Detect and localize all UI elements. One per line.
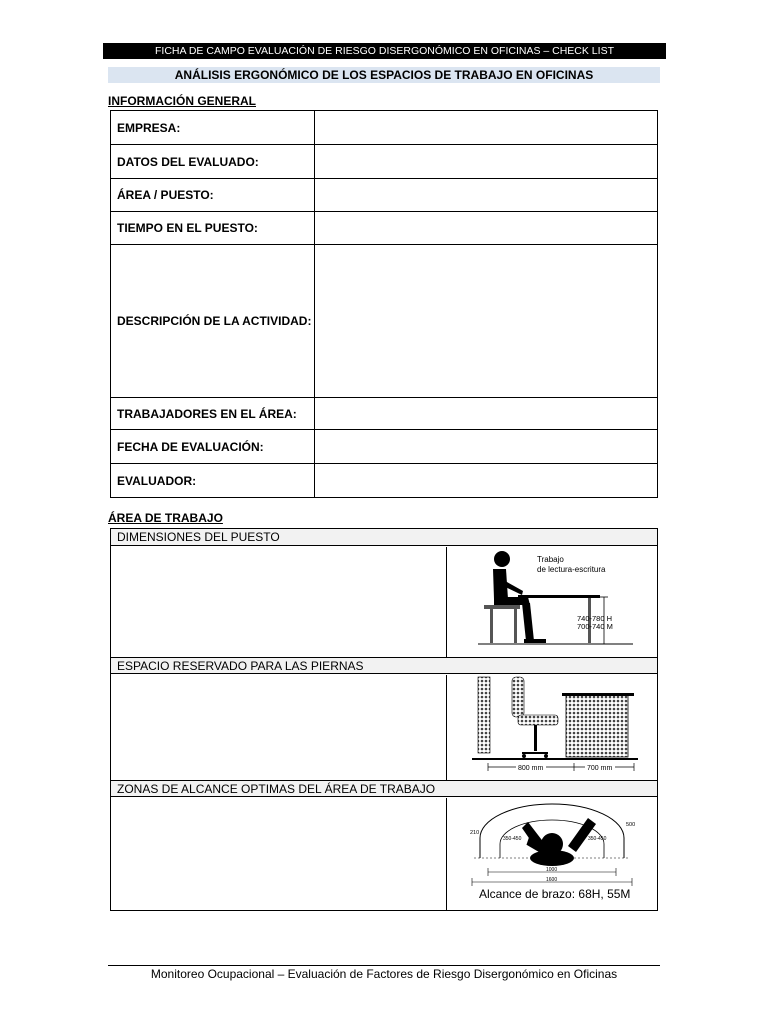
- section-header-zonas-alcance: ZONAS DE ALCANCE OPTIMAS DEL ÁREA DE TRABAJO: [111, 780, 657, 797]
- info-row-evaluador: [111, 464, 658, 498]
- figure-caption: Alcance de brazo: 68H, 55M: [479, 887, 631, 901]
- leg-space-icon: [448, 675, 657, 781]
- work-area-table: [110, 528, 658, 911]
- espacio-piernas-input-area[interactable]: [111, 675, 447, 781]
- info-label: DESCRIPCIÓN DE LA ACTIVIDAD:: [111, 245, 315, 398]
- info-row-area-puesto: [111, 179, 658, 212]
- info-label: EVALUADOR:: [111, 464, 315, 498]
- document-subtitle: ANÁLISIS ERGONÓMICO DE LOS ESPACIOS DE TRABAJO EN OFICINAS: [108, 67, 660, 83]
- info-value-field[interactable]: [315, 398, 658, 430]
- section-header-dimensiones: DIMENSIONES DEL PUESTO: [111, 529, 657, 546]
- seated-worker-desk-icon: [448, 547, 657, 658]
- figure-caption: Trabajo: [537, 555, 564, 564]
- page-footer: Monitoreo Ocupacional – Evaluación de Factores de Riesgo Disergonómico en Oficinas: [150, 967, 618, 981]
- zonas-alcance-input-area[interactable]: [111, 798, 447, 910]
- document-top-bar: FICHA DE CAMPO EVALUACIÓN DE RIESGO DISERGONÓMICO EN OFICINAS – CHECK LIST: [103, 43, 666, 59]
- figure-caption: de lectura-escritura: [537, 565, 606, 574]
- info-value-field[interactable]: [315, 430, 658, 464]
- figure-dimension: 700 mm: [587, 765, 613, 772]
- figure-dimension: 350-450: [588, 836, 607, 842]
- figure-dimension: 740-780 H: [577, 614, 613, 623]
- info-value-field[interactable]: [315, 179, 658, 212]
- info-section-title: INFORMACIÓN GENERAL: [108, 94, 256, 108]
- figure-leg-space: [448, 675, 657, 781]
- info-value-field[interactable]: [315, 245, 658, 398]
- figure-dimension: 700-740 M: [577, 622, 613, 631]
- figure-dimension: 1000: [546, 867, 558, 873]
- info-label: TRABAJADORES EN EL ÁREA:: [111, 398, 315, 430]
- info-row-descripcion-actividad: [111, 245, 658, 398]
- info-row-fecha-evaluacion: [111, 430, 658, 464]
- figure-dimension: 500: [626, 822, 636, 828]
- info-label: TIEMPO EN EL PUESTO:: [111, 212, 315, 245]
- general-info-table: [110, 110, 658, 498]
- info-value-field[interactable]: [315, 464, 658, 498]
- figure-desk-dimensions: [448, 547, 657, 658]
- info-row-empresa: [111, 111, 658, 145]
- figure-dimension: 210: [470, 830, 480, 836]
- info-label: EMPRESA:: [111, 111, 315, 145]
- info-value-field[interactable]: [315, 212, 658, 245]
- figure-dimension: 1600: [546, 877, 558, 883]
- figure-reach-zones: [448, 798, 657, 910]
- arm-reach-zones-icon: [448, 798, 657, 910]
- info-value-field[interactable]: [315, 111, 658, 145]
- info-value-field[interactable]: [315, 145, 658, 179]
- info-row-trabajadores-area: [111, 398, 658, 430]
- dimensiones-input-area[interactable]: [111, 547, 447, 658]
- info-label: FECHA DE EVALUACIÓN:: [111, 430, 315, 464]
- info-row-tiempo-puesto: [111, 212, 658, 245]
- section-header-espacio-piernas: ESPACIO RESERVADO PARA LAS PIERNAS: [111, 657, 657, 674]
- figure-dimension: 800 mm: [518, 765, 544, 772]
- info-label: ÁREA / PUESTO:: [111, 179, 315, 212]
- info-label: DATOS DEL EVALUADO:: [111, 145, 315, 179]
- figure-dimension: 350-450: [503, 836, 522, 842]
- area-section-title: ÁREA DE TRABAJO: [108, 511, 223, 525]
- info-row-datos-evaluado: [111, 145, 658, 179]
